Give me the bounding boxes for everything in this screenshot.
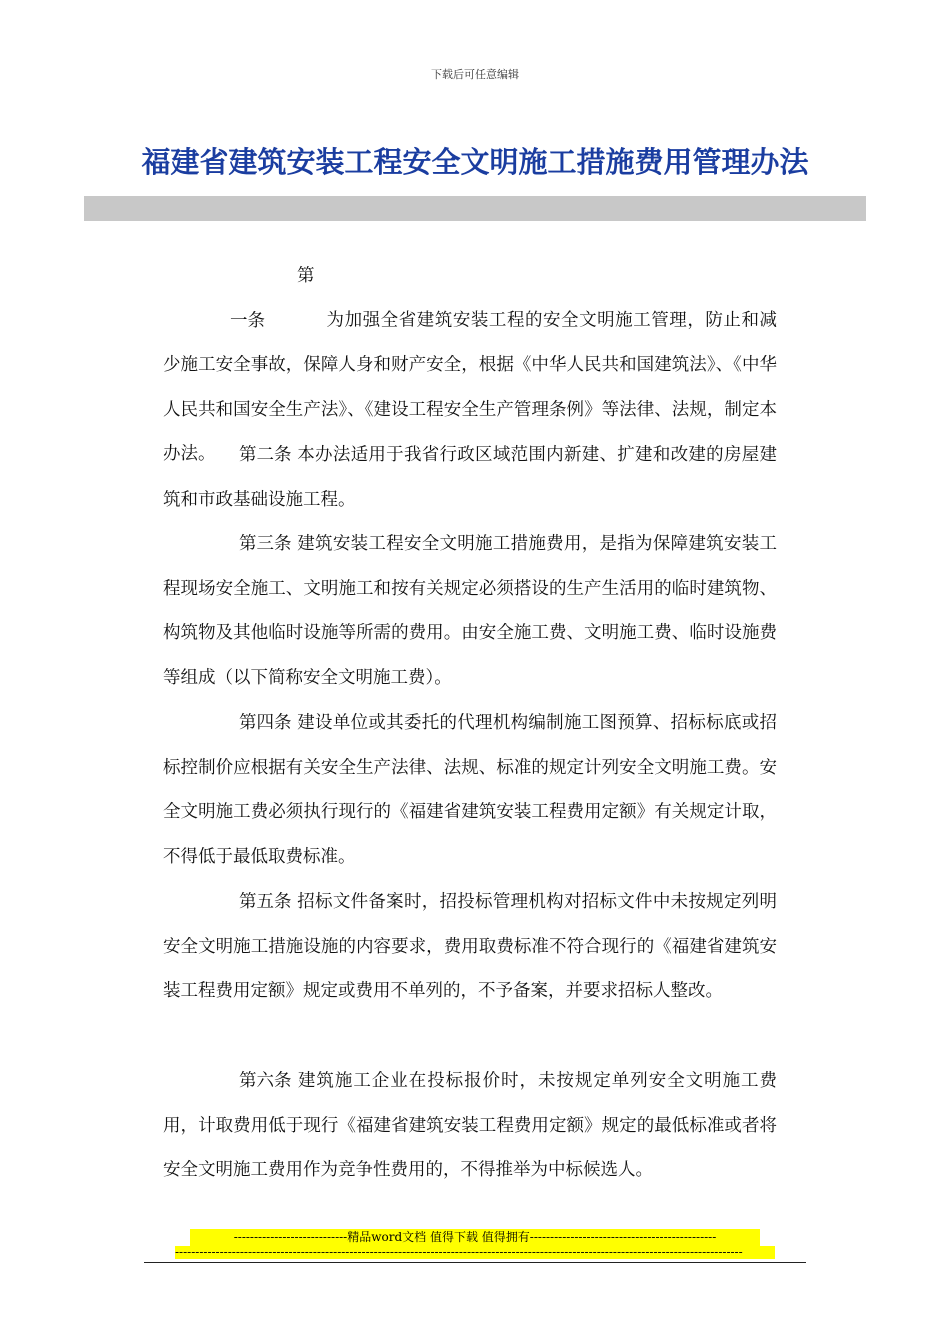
- article-2-text: 本办法适用于我省行政区域范围内新建、扩建和改建的房屋建筑和市政基础设施工程。: [163, 445, 777, 510]
- article-2-number: 第二条: [239, 445, 292, 465]
- article-4-text: 建设单位或其委托的代理机构编制施工图预算、招标标底或招标控制价应根据有关安全生产法律、法规、标准的规定计列安全文明施工费。安全文明施工费必须执行现行的《福建省建筑安装工程费用定额》有关规定计取，不得低于最低取费标准。: [163, 713, 777, 867]
- article-5-number: 第五条: [239, 892, 292, 912]
- document-title: 福建省建筑安装工程安全文明施工措施费用管理办法: [141, 145, 809, 179]
- article-4: [163, 701, 777, 879]
- footer-rule: [144, 1262, 806, 1263]
- article-6-number: 第六条: [239, 1071, 292, 1091]
- title-divider-bar: [84, 196, 866, 221]
- article-5-text: 招标文件备案时，招投标管理机构对招标文件中未按规定列明安全文明施工措施设施的内容要求，费用取费标准不符合现行的《福建省建筑安装工程费用定额》规定或费用不单列的，不予备案，并要求招标人整改。: [163, 892, 777, 1001]
- article-3-number: 第三条: [239, 534, 292, 554]
- article-4-number: 第四条: [239, 713, 292, 733]
- footer-promo-line: ----------------------------精品word文档 值得下载 值得拥有----------------------------------------------: [190, 1229, 760, 1246]
- article-6: [163, 1059, 777, 1193]
- article-1-number: 第一条: [230, 266, 315, 331]
- header-note: 下载后可任意编辑: [431, 68, 519, 81]
- article-5: [163, 880, 777, 1014]
- footer-dash-line: --------------------------------------------------------------------------------------------------------------------------------------------: [175, 1246, 775, 1259]
- article-6-text: 建筑施工企业在投标报价时，未按规定单列安全文明施工费用，计取费用低于现行《福建省建筑安装工程费用定额》规定的最低标准或者将安全文明施工费用作为竞争性费用的，不得推举为中标候选人。: [163, 1071, 777, 1180]
- article-3: [163, 522, 777, 700]
- article-3-text: 建筑安装工程安全文明施工措施费用，是指为保障建筑安装工程现场安全施工、文明施工和按有关规定必须搭设的生产生活用的临时建筑物、构筑物及其他临时设施等所需的费用。由安全施工费、文明施工费、临时设施费等组成（以下简称安全文明施工费）。: [163, 534, 777, 688]
- article-1-text: 为加强全省建筑安装工程的安全文明施工管理，防止和减少施工安全事故，保障人身和财产安全，根据《中华人民共和国建筑法》、《中华人民共和国安全生产法》、《建设工程安全生产管理条例》等法律、法规，制定本办法。: [163, 310, 777, 464]
- article-2: [163, 433, 777, 522]
